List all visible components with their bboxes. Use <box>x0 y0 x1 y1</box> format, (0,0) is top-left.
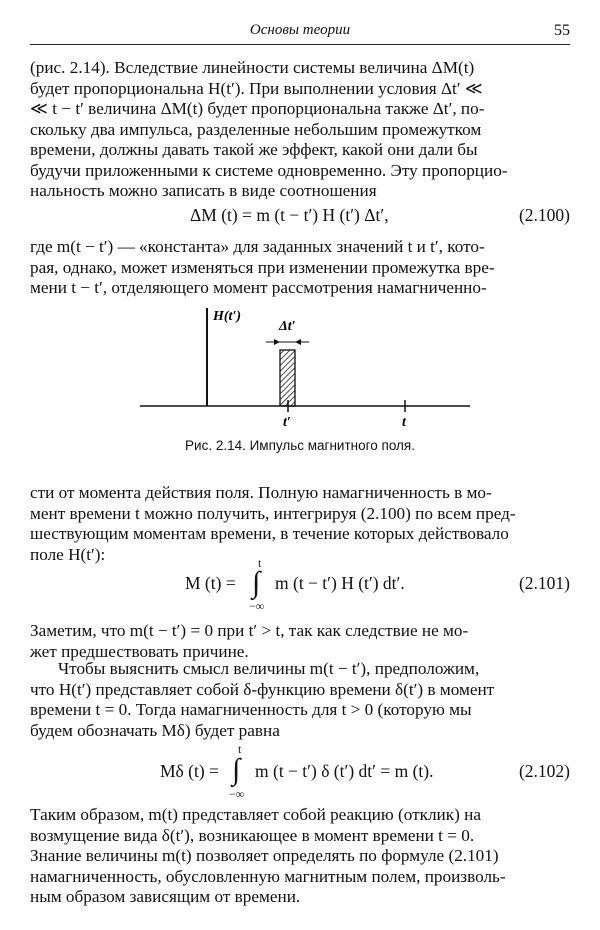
paragraph-4 <box>30 621 570 662</box>
text-line: будучи приложенными к системе одновременно. Эту пропорцио- <box>30 160 508 180</box>
text-line: жет предшествовать причине. <box>30 641 249 661</box>
header-rule <box>30 44 570 45</box>
page-number: 55 <box>554 22 570 39</box>
paragraph-5 <box>30 659 570 741</box>
text-line: будем обозначать Mδ) будет равна <box>30 720 280 740</box>
text-line: (рис. 2.14). Вследствие линейности системы величина ΔM(t) <box>30 58 475 77</box>
t-label: t <box>402 415 406 430</box>
figure-pulse <box>0 300 600 435</box>
paragraph-6 <box>30 805 570 908</box>
upper-limit: t <box>258 556 262 570</box>
paragraph-3 <box>30 483 570 565</box>
text-line: Знание величины m(t) позволяет определять по формуле (2.101) <box>30 846 499 865</box>
upper-limit: t <box>238 742 242 756</box>
text-line: шествующим моментам времени, в течение которых действовало <box>30 524 509 543</box>
text-line: ≪ t − t′ величина ΔM(t) будет пропорциональна также Δt′, по- <box>30 99 485 118</box>
delta-label: Δt′ <box>279 319 296 334</box>
figure-caption: Рис. 2.14. Импульс магнитного поля. <box>185 438 415 453</box>
page-header <box>30 22 570 46</box>
running-title: Основы теории <box>249 22 351 38</box>
equation-number: (2.102) <box>518 761 570 781</box>
equation-lhs: M (t) = <box>185 573 236 593</box>
equation-2-101 <box>30 556 570 616</box>
equation-number: (2.101) <box>518 573 570 593</box>
equation-integrand: m (t − t′) δ (t′) dt′ = m (t). <box>255 761 434 781</box>
equation-number: (2.100) <box>518 205 570 225</box>
equation-lhs: Mδ (t) = <box>160 761 219 781</box>
lower-limit: −∞ <box>249 599 265 613</box>
text-line: мент времени t можно получить, интегрируя (2.100) по всем пред- <box>30 503 516 523</box>
integral-sign: ∫ <box>252 566 261 599</box>
equation-2-100 <box>30 205 570 231</box>
text-line: Заметим, что m(t − t′) = 0 при t′ > t, так как следствие не мо- <box>30 621 469 640</box>
text-line: сти от момента действия поля. Полную намагниченность в мо- <box>30 483 492 502</box>
text-line: времени t = 0. Тогда намагниченность для t > 0 (которую мы <box>30 700 472 719</box>
text-line: что H(t′) представляет собой δ-функцию времени δ(t′) в момент <box>30 679 495 699</box>
text-line: будет пропорциональна H(t′). При выполнении условия Δt′ ≪ <box>30 78 483 98</box>
text-line: где m(t − t′) — «константа» для заданных значений t и t′, кото- <box>30 237 485 256</box>
arrow-right-icon <box>274 339 280 345</box>
text-line: скольку два импульса, разделенные небольшим промежутком <box>30 119 482 139</box>
text-line: ным образом зависящим от времени. <box>30 887 301 906</box>
text-line: возмущение вида δ(t′), возникающее в момент времени t = 0. <box>30 825 475 845</box>
lower-limit: −∞ <box>229 787 245 801</box>
text-line: мени t − t′, отделяющего момент рассмотрения намагниченно- <box>30 278 487 297</box>
paragraph-1 <box>30 58 570 202</box>
equation-integrand: m (t − t′) H (t′) dt′. <box>275 573 405 593</box>
text-line: Таким образом, m(t) представляет собой реакцию (отклик) на <box>30 805 481 824</box>
equation-2-102 <box>30 742 570 802</box>
text-line: нальность можно записать в виде соотношения <box>30 181 377 200</box>
integral-sign: ∫ <box>232 753 241 786</box>
pulse-bar <box>280 350 295 406</box>
text-line: намагниченность, обусловленную магнитным полем, произволь- <box>30 866 506 886</box>
text-line: времени, должны давать такой же эффект, какой они дали бы <box>30 140 478 159</box>
tprime-label: t′ <box>283 415 291 430</box>
text-line: Чтобы выяснить смысл величины m(t − t′), предположим, <box>58 659 480 678</box>
paragraph-2 <box>30 237 570 299</box>
arrow-left-icon <box>295 339 301 345</box>
text-line: поле H(t′): <box>30 544 106 564</box>
y-axis-label: H(t′) <box>213 309 242 324</box>
equation-body: ΔM (t) = m (t − t′) H (t′) Δt′, <box>190 205 389 225</box>
text-line: рая, однако, может изменяться при изменении промежутка вре- <box>30 257 495 277</box>
